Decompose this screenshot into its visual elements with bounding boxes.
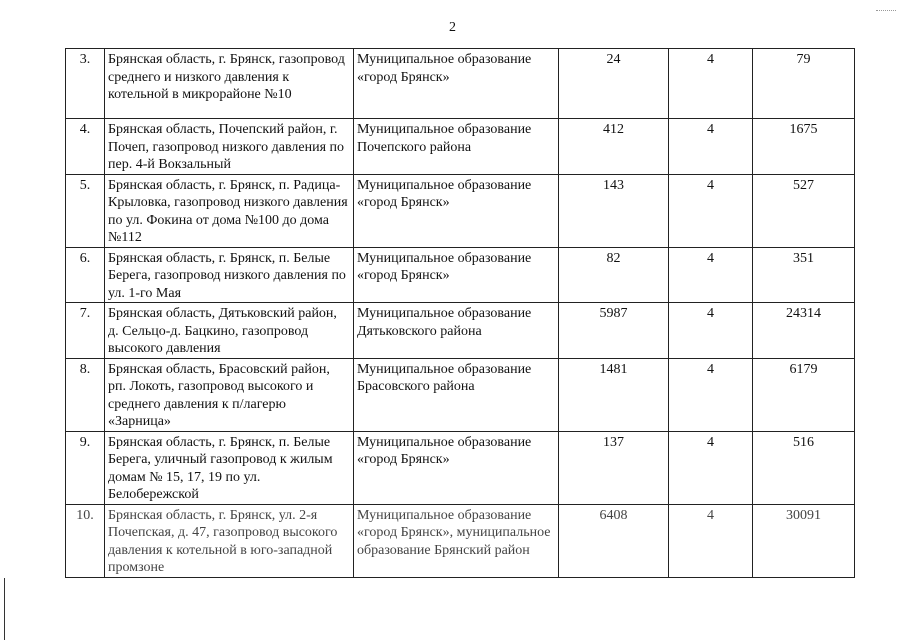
row-number: 8. [66,358,105,431]
table-row [66,119,855,175]
owner-cell: Муниципальное образование «город Брянск», муниципальное образование Брянский район [354,504,559,577]
value-3-cell: 24314 [753,303,855,359]
row-number: 9. [66,431,105,504]
table-row [66,303,855,359]
value-2-cell: 4 [669,504,753,577]
row-number: 3. [66,49,105,119]
table-row [66,358,855,431]
value-1-cell: 412 [559,119,669,175]
value-2-cell: 4 [669,358,753,431]
location-cell: Брянская область, Дятьковский район, д. Сельцо-д. Бацкино, газопровод высокого давления [105,303,354,359]
value-3-cell: 351 [753,247,855,303]
owner-cell: Муниципальное образование «город Брянск» [354,174,559,247]
owner-cell: Муниципальное образование Брасовского района [354,358,559,431]
location-cell: Брянская область, Почепский район, г. Почеп, газопровод низкого давления по пер. 4-й Вокзальный [105,119,354,175]
table-row [66,504,855,577]
value-2-cell: 4 [669,49,753,119]
value-2-cell: 4 [669,431,753,504]
location-cell: Брянская область, Брасовский район, рп. Локоть, газопровод высокого и среднего давления к п/лагерю «Зарница» [105,358,354,431]
table-row [66,431,855,504]
scan-edge-mark [4,578,5,640]
table-body [66,49,855,578]
gas-pipeline-table [65,48,855,578]
value-2-cell: 4 [669,174,753,247]
owner-cell: Муниципальное образование «город Брянск» [354,431,559,504]
value-2-cell: 4 [669,119,753,175]
owner-cell: Муниципальное образование «город Брянск» [354,247,559,303]
value-2-cell: 4 [669,247,753,303]
owner-cell: Муниципальное образование Дятьковского района [354,303,559,359]
value-3-cell: 30091 [753,504,855,577]
value-3-cell: 6179 [753,358,855,431]
location-cell: Брянская область, г. Брянск, п. Радица-Крыловка, газопровод низкого давления по ул. Фокина от дома №100 до дома №112 [105,174,354,247]
row-number: 10. [66,504,105,577]
location-cell: Брянская область, г. Брянск, ул. 2-я Почепская, д. 47, газопровод высокого давления к котельной в юго-западной промзоне [105,504,354,577]
row-number: 5. [66,174,105,247]
scan-corner-mark [876,0,896,11]
value-1-cell: 137 [559,431,669,504]
value-1-cell: 24 [559,49,669,119]
location-cell: Брянская область, г. Брянск, п. Белые Берега, газопровод низкого давления по ул. 1-го Мая [105,247,354,303]
value-1-cell: 143 [559,174,669,247]
owner-cell: Муниципальное образование «город Брянск» [354,49,559,119]
table-row [66,247,855,303]
value-1-cell: 6408 [559,504,669,577]
row-number: 7. [66,303,105,359]
value-3-cell: 1675 [753,119,855,175]
row-number: 6. [66,247,105,303]
page-number: 2 [449,20,456,35]
row-number: 4. [66,119,105,175]
value-3-cell: 79 [753,49,855,119]
value-3-cell: 516 [753,431,855,504]
value-3-cell: 527 [753,174,855,247]
table-row [66,174,855,247]
owner-cell: Муниципальное образование Почепского района [354,119,559,175]
value-1-cell: 5987 [559,303,669,359]
value-1-cell: 82 [559,247,669,303]
value-2-cell: 4 [669,303,753,359]
value-1-cell: 1481 [559,358,669,431]
location-cell: Брянская область, г. Брянск, п. Белые Берега, уличный газопровод к жилым домам № 15, 17, 19 по ул. Белобережской [105,431,354,504]
location-cell: Брянская область, г. Брянск, газопровод среднего и низкого давления к котельной в микрорайоне №10 [105,49,354,119]
table-row [66,49,855,119]
